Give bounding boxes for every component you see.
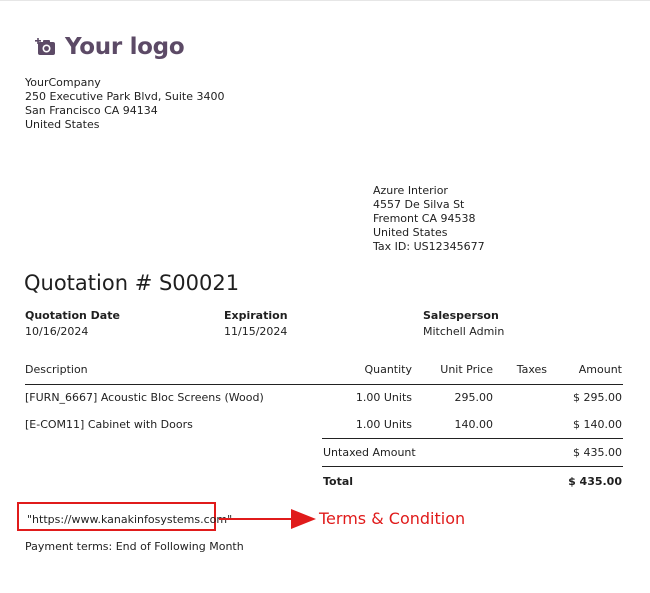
quotation-date-value: 10/16/2024: [25, 325, 89, 338]
customer-name: Azure Interior: [373, 184, 448, 197]
line-amount: $ 140.00: [573, 418, 622, 431]
salesperson: [423, 308, 504, 340]
line-description: [FURN_6667] Acoustic Bloc Screens (Wood): [25, 391, 264, 404]
expiration-date: [224, 308, 288, 340]
customer-country: United States: [373, 226, 448, 239]
terms-annotation: Terms & Condition: [319, 509, 466, 528]
quotation-date-label: Quotation Date: [25, 309, 120, 322]
logo-text: Your logo: [65, 34, 185, 60]
quotation-date: [25, 308, 120, 340]
expiration-value: 11/15/2024: [224, 325, 288, 338]
line-quantity: 1.00 Units: [355, 418, 412, 431]
customer-city: Fremont CA 94538: [373, 212, 476, 225]
company-city: San Francisco CA 94134: [25, 104, 158, 117]
column-header-amount: Amount: [578, 363, 622, 376]
salesperson-label: Salesperson: [423, 309, 499, 322]
column-header-quantity: Quantity: [364, 363, 412, 376]
company-country: United States: [25, 118, 100, 131]
customer-address: [373, 184, 485, 254]
column-header-unit-price: Unit Price: [440, 363, 493, 376]
arrow-right-icon: [219, 506, 317, 532]
camera-add-icon: [35, 38, 57, 56]
quotation-title: Quotation # S00021: [24, 271, 240, 295]
untaxed-amount-label: Untaxed Amount: [323, 446, 416, 459]
customer-street: 4557 De Silva St: [373, 198, 465, 211]
company-logo: [35, 34, 184, 60]
company-name: YourCompany: [25, 76, 101, 89]
column-header-description: Description: [25, 363, 88, 376]
company-street: 250 Executive Park Blvd, Suite 3400: [25, 90, 225, 103]
customer-tax-id: Tax ID: US12345677: [373, 240, 485, 253]
salesperson-value: Mitchell Admin: [423, 325, 505, 338]
line-description: [E-COM11] Cabinet with Doors: [25, 418, 193, 431]
terms-link[interactable]: "https://www.kanakinfosystems.com": [27, 513, 233, 526]
company-address: [25, 76, 224, 132]
expiration-label: Expiration: [224, 309, 288, 322]
line-amount: $ 295.00: [573, 391, 622, 404]
untaxed-amount-value: $ 435.00: [573, 446, 622, 459]
table-header-divider: [25, 384, 623, 385]
total-label: Total: [323, 475, 354, 488]
top-divider: [0, 0, 650, 1]
total-value: $ 435.00: [568, 475, 622, 488]
line-unit-price: 140.00: [454, 418, 493, 431]
column-header-taxes: Taxes: [516, 363, 547, 376]
total-divider: [322, 466, 623, 467]
payment-terms: Payment terms: End of Following Month: [25, 540, 244, 553]
line-unit-price: 295.00: [454, 391, 493, 404]
totals-divider: [322, 438, 623, 439]
line-quantity: 1.00 Units: [355, 391, 412, 404]
